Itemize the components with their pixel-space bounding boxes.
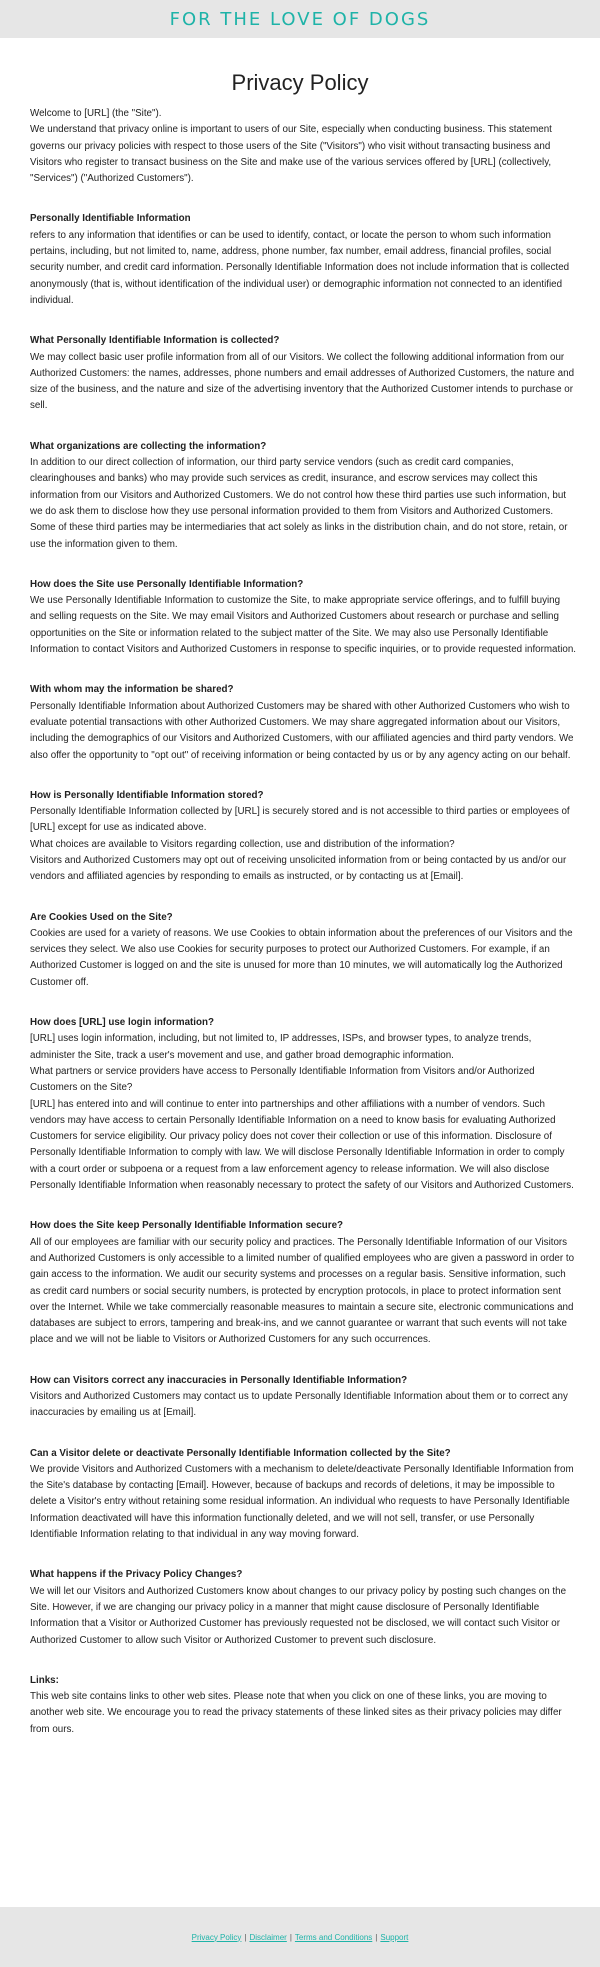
footer-separator: |: [244, 1932, 247, 1942]
section-paragraph: What choices are available to Visitors regarding collection, use and distribution of the information?: [30, 838, 455, 850]
section-heading: Links:: [30, 1674, 59, 1686]
policy-section: [30, 211, 576, 309]
footer-link-disclaimer[interactable]: Disclaimer: [249, 1932, 287, 1942]
section-paragraph: [URL] has entered into and will continue to enter into partnerships and other affiliations with a number of vendors. Such vendors may have access to certain Personally Identifiable Information on a need to know basis for evaluating Authorized Customers for service eligibility. Our privacy policy does not cover their collection or use of this information. Disclosure of Personally Identifiable Information to comply with law. We will disclose Personally Identifiable Information in order to comply with a court order or subpoena or a request from a law enforcement agency to release information. We will also disclose Personally Identifiable Information when reasonably necessary to protect the safety of our Visitors and Authorized Customers.: [30, 1098, 574, 1192]
section-paragraph: Cookies are used for a variety of reasons. We use Cookies to obtain information about the preferences of our Visitors and the services they select. We also use Cookies for security purposes to protect our Authorized Customers. For example, if an Authorized Customer is logged on and the site is unused for more than 10 minutes, we will automatically log the Authorized Customer off.: [30, 927, 573, 988]
section-heading: How does the Site keep Personally Identifiable Information secure?: [30, 1220, 344, 1232]
section-paragraph: We use Personally Identifiable Information to customize the Site, to make appropriate service offerings, and to fulfill buying and selling requests on the Site. We may email Visitors and Authorized Customers about research or purchase and selling opportunities on the Site or information related to the subject matter of the Site. We may also use Personally Identifiable Information to contact Visitors and Authorized Customers in response to specific inquiries, or to provide requested information.: [30, 595, 577, 656]
section-paragraph: All of our employees are familiar with our security policy and practices. The Personally Identifiable Information of our Visitors and Authorized Customers is only accessible to a limited number of qualified employees who are given a password in order to gain access to the information. We audit our security systems and processes on a regular basis. Sensitive information, such as credit card numbers or social security numbers, is protected by encryption protocols, in place to protect information sent over the Internet. While we take commercially reasonable measures to maintain a secure site, electronic communications and databases are subject to errors, tampering and break-ins, and we cannot guarantee or warrant that such events will not take place and we will not be liable to Visitors or Authorized Customers for any such occurrences.: [30, 1236, 575, 1346]
policy-content: [0, 106, 600, 1738]
section-paragraph: Visitors and Authorized Customers may opt out of receiving unsolicited information from or being contacted by us and/or our vendors and affiliated agencies by responding to emails as instructed, or by contacting us at [Email].: [30, 854, 567, 883]
policy-section: [30, 1446, 576, 1544]
site-header: [0, 0, 600, 38]
section-paragraph: In addition to our direct collection of information, our third party service vendors (such as credit card companies, clearinghouses and banks) who may provide such services as credit, insurance, and escrow services may collect this information from our Visitors and Authorized Customers. We do not control how these third parties use such information, but we do ask them to disclose how they use personal information provided to them from Visitors and Authorized Customers. Some of these third parties may be intermediaries that act solely as links in the distribution chain, and do not store, retain, or use the information given to them.: [30, 457, 568, 550]
policy-section: [30, 577, 576, 658]
section-heading: How does the Site use Personally Identifiable Information?: [30, 578, 304, 590]
footer-link-privacy-policy[interactable]: Privacy Policy: [191, 1932, 242, 1942]
policy-section: [30, 1373, 576, 1422]
footer-separator: |: [289, 1932, 292, 1942]
section-paragraph: We understand that privacy online is important to users of our Site, especially when conducting business. This statement governs our privacy policies with respect to those users of the Site ("Visitors") who visit without transacting business and Visitors who register to transact business on the Site and make use of the various services offered by [URL] (collectively, "Services") ("Authorized Customers").: [30, 124, 552, 185]
policy-section: [30, 439, 576, 553]
policy-section: [30, 682, 576, 763]
site-brand[interactable]: FOR THE LOVE OF DOGS: [169, 8, 431, 30]
policy-section: [30, 1567, 576, 1648]
footer-separator: |: [375, 1932, 378, 1942]
section-paragraph: Personally Identifiable Information about Authorized Customers may be shared with other Authorized Customers who wish to evaluate potential transactions with other Authorized Customers. We may share aggregated information about our Visitors, including the demographics of our Visitors and Authorized Customers, with our affiliated agencies and third party vendors. We also offer the opportunity to "opt out" of receiving information or being contacted by us or by any agency acting on our behalf.: [30, 700, 574, 761]
policy-section: [30, 333, 576, 414]
section-paragraph: Visitors and Authorized Customers may contact us to update Personally Identifiable Information about them or to correct any inaccuracies by emailing us at [Email].: [30, 1391, 568, 1419]
section-paragraph: This web site contains links to other web sites. Please note that when you click on one of these links, you are moving to another web site. We encourage you to read the privacy statements of these linked sites as their privacy policies may differ from ours.: [30, 1691, 562, 1735]
policy-section: [30, 910, 576, 991]
section-paragraph: We will let our Visitors and Authorized Customers know about changes to our privacy policy by posting such changes on the Site. However, if we are changing our privacy policy in a manner that might cause disclosure of Personally Identifiable Information that a Visitor or Authorized Customer has previously requested not be disclosed, we will contact such Visitor or Authorized Customer to allow such Visitor or Authorized Customer to prevent such disclosure.: [30, 1585, 567, 1646]
page-title: Privacy Policy: [231, 70, 369, 95]
section-paragraph: We may collect basic user profile information from all of our Visitors. We collect the following additional information from our Authorized Customers: the names, addresses, phone numbers and email addresses of Authorized Customers, the nature and size of the business, and the nature and size of the advertising inventory that the Authorized Customer intends to purchase or sell.: [30, 351, 575, 412]
policy-section: [30, 1218, 576, 1348]
section-heading: What happens if the Privacy Policy Changes?: [30, 1569, 243, 1581]
section-heading: How does [URL] use login information?: [30, 1017, 214, 1029]
section-heading: Personally Identifiable Information: [30, 213, 191, 225]
section-paragraph: [URL] uses login information, including, but not limited to, IP addresses, ISPs, and browser types, to analyze trends, administer the Site, track a user's movement and use, and gather broad demographic information.: [30, 1033, 532, 1061]
section-heading: How is Personally Identifiable Information stored?: [30, 789, 264, 801]
section-heading: Can a Visitor delete or deactivate Personally Identifiable Information collected by the Site?: [30, 1447, 451, 1459]
section-heading: Are Cookies Used on the Site?: [30, 911, 173, 923]
section-heading: With whom may the information be shared?: [30, 684, 234, 696]
section-paragraph: We provide Visitors and Authorized Customers with a mechanism to delete/deactivate Personally Identifiable Information from the Site's database by contacting [Email]. However, because of backups and records of deletions, it may be impossible to delete a Visitor's entry without retaining some residual information. An individual who requests to have Personally Identifiable Information deactivated will have this information functionally deleted, and we will not sell, transfer, or use Personally Identifiable Information relating to that individual in any way moving forward.: [30, 1463, 574, 1541]
section-paragraph: Personally Identifiable Information collected by [URL] is securely stored and is not accessible to third parties or employees of [URL] except for use as indicated above.: [30, 806, 570, 834]
footer-link-support[interactable]: Support: [380, 1932, 409, 1942]
policy-section: [30, 788, 576, 886]
section-heading: What Personally Identifiable Information is collected?: [30, 335, 280, 347]
section-paragraph: What partners or service providers have access to Personally Identifiable Information from Visitors and/or Authorized Customers on the Site?: [30, 1065, 535, 1094]
section-heading: What organizations are collecting the information?: [30, 440, 267, 452]
section-heading: How can Visitors correct any inaccuracies in Personally Identifiable Information?: [30, 1374, 408, 1386]
section-paragraph: refers to any information that identifies or can be used to identify, contact, or locate the person to whom such information pertains, including, but not limited to, name, address, phone number, fax number, email address, financial profiles, social security number, and credit card information. Personally Identifiable Information does not include information that is collected anonymously (that is, without identification of the individual user) or demographic information not connected to an identified individual.: [30, 229, 570, 306]
policy-section: [30, 1673, 576, 1738]
footer-link-terms-and-conditions[interactable]: Terms and Conditions: [294, 1932, 373, 1942]
policy-section: [30, 1015, 576, 1194]
section-paragraph: Welcome to [URL] (the "Site").: [30, 108, 162, 119]
policy-section: [30, 106, 576, 187]
site-footer: [0, 1907, 600, 1967]
